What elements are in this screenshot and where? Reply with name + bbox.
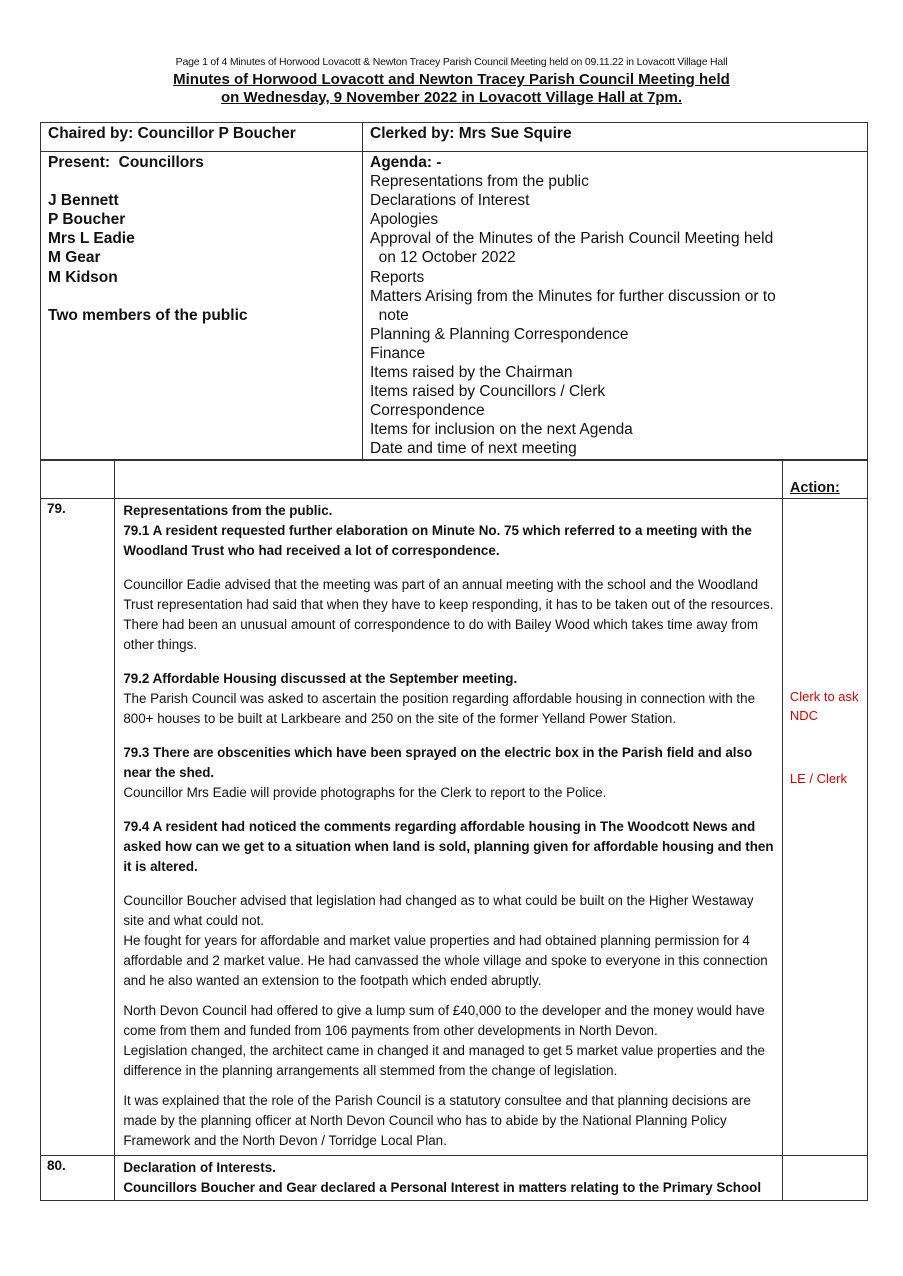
councillor-name: Mrs L Eadie	[48, 230, 135, 248]
action-note: Clerk to ask NDC	[789, 689, 859, 723]
agenda-item: Apologies	[370, 211, 439, 229]
minute-79-body	[115, 499, 783, 1156]
clerked-by: Clerked by: Mrs Sue Squire	[363, 123, 868, 152]
councillor-name: J Bennett	[48, 192, 119, 210]
header-body-cell	[115, 460, 783, 499]
chaired-by: Chaired by: Councillor P Boucher	[41, 123, 363, 152]
title-line-2-text: on Wednesday, 9 November 2022 in Lovacott Village Hall at 7pm.	[221, 89, 682, 106]
agenda-item: Finance	[370, 344, 426, 362]
minute-paragraph: Councillor Boucher advised that legislation had changed as to what could be built on the Higher Westaway site and what could not.	[123, 893, 754, 928]
minute-paragraph: Councillor Eadie advised that the meeting was part of an annual meeting with the school and the Woodland Trust representation had said that when they have to keep responding, it has to be taken out of the resources. There had been an unusual amount of correspondence to do with Bailey Wood which takes time away from other things.	[123, 577, 774, 652]
minute-paragraph: North Devon Council had offered to give a lump sum of £40,000 to the developer and the money would have come from them and funded from 106 payments from other developments in North Devon.	[123, 1003, 765, 1038]
page-info: Page 1 of 4 Minutes of Horwood Lovacott & Newton Tracey Parish Council Meeting held on 09.11.22 in Lovacott Village Hall	[175, 56, 728, 68]
agenda-item: Representations from the public	[370, 173, 589, 191]
minute-subheading: 79.2 Affordable Housing discussed at the September meeting.	[123, 671, 518, 686]
minute-subheading: 79.1 A resident requested further elaboration on Minute No. 75 which referred to a meeting with the Woodland Trust who had received a lot of correspondence.	[123, 523, 752, 558]
minute-paragraph: He fought for years for affordable and market value properties and had obtained planning permission for 4 affordable and 2 market value. He had canvassed the whole village and spoke to everyone in this connection and he also wanted an extension to the footpath which ended abruptly.	[123, 933, 768, 988]
agenda-item: Approval of the Minutes of the Parish Council Meeting held	[370, 230, 774, 248]
title-line-1-text: Minutes of Horwood Lovacott and Newton Tracey Parish Council Meeting held	[173, 71, 730, 88]
present-cell	[41, 152, 363, 461]
agenda-cell	[363, 152, 868, 461]
agenda-heading: Agenda: -	[370, 154, 442, 171]
action-note: LE / Clerk	[789, 771, 847, 786]
agenda-item: Items for inclusion on the next Agenda	[370, 421, 633, 439]
councillor-name: M Gear	[48, 249, 101, 267]
minute-subheading: 79.3 There are obscenities which have been sprayed on the electric box in the Parish field and also near the shed.	[123, 745, 753, 780]
minute-paragraph: Legislation changed, the architect came in changed it and managed to get 5 market value properties and the difference in the planning arrangements all stemmed from the change of legislation.	[123, 1043, 765, 1078]
agenda-item: Declarations of Interest	[370, 192, 530, 210]
councillor-name: P Boucher	[48, 211, 126, 229]
action-header: Action:	[789, 480, 840, 496]
minute-number: 79.	[41, 499, 115, 1156]
agenda-item: Date and time of next meeting	[370, 440, 577, 458]
minute-paragraph: The Parish Council was asked to ascertain the position regarding affordable housing in connection with the 800+ houses to be built at Larkbeare and 250 on the site of the former Yelland Power Station.	[123, 691, 756, 726]
minute-subheading: 79.4 A resident had noticed the comments regarding affordable housing in The Woodcott News and asked how can we get to a situation when land is sold, planning given for affordable housing and then it is altered.	[123, 819, 774, 874]
minute-heading: Declaration of Interests.	[123, 1160, 276, 1175]
agenda-item: Items raised by Councillors / Clerk	[370, 383, 606, 401]
agenda-item: note	[370, 306, 409, 324]
minute-paragraph: Councillor Mrs Eadie will provide photographs for the Clerk to report to the Police.	[123, 785, 607, 800]
minutes-table	[40, 459, 868, 1201]
minute-80-body	[115, 1156, 783, 1201]
minute-paragraph: Councillors Boucher and Gear declared a Personal Interest in matters relating to the Primary School	[123, 1180, 762, 1195]
minute-80-actions	[782, 1156, 867, 1201]
minute-79-actions	[782, 499, 867, 1156]
action-header-cell	[782, 460, 867, 499]
agenda-item: Planning & Planning Correspondence	[370, 325, 629, 343]
present-heading: Present: Councillors	[48, 154, 204, 171]
agenda-item: Reports	[370, 268, 425, 286]
minute-paragraph: It was explained that the role of the Parish Council is a statutory consultee and that planning decisions are made by the planning officer at North Devon Council who has to abide by the National Planning Policy Framework and the North Devon / Torridge Local Plan.	[123, 1093, 751, 1148]
title-line-1	[0, 71, 903, 88]
meeting-details-table	[40, 122, 868, 461]
title-line-2	[0, 89, 903, 106]
agenda-item: Items raised by the Chairman	[370, 364, 573, 382]
header-num-cell	[41, 460, 115, 499]
agenda-item: on 12 October 2022	[370, 249, 516, 267]
public-attendance: Two members of the public	[48, 306, 248, 324]
minute-heading: Representations from the public.	[123, 503, 333, 518]
agenda-item: Correspondence	[370, 402, 485, 420]
agenda-item: Matters Arising from the Minutes for further discussion or to	[370, 287, 776, 305]
councillor-name: M Kidson	[48, 268, 118, 286]
minute-number: 80.	[41, 1156, 115, 1201]
